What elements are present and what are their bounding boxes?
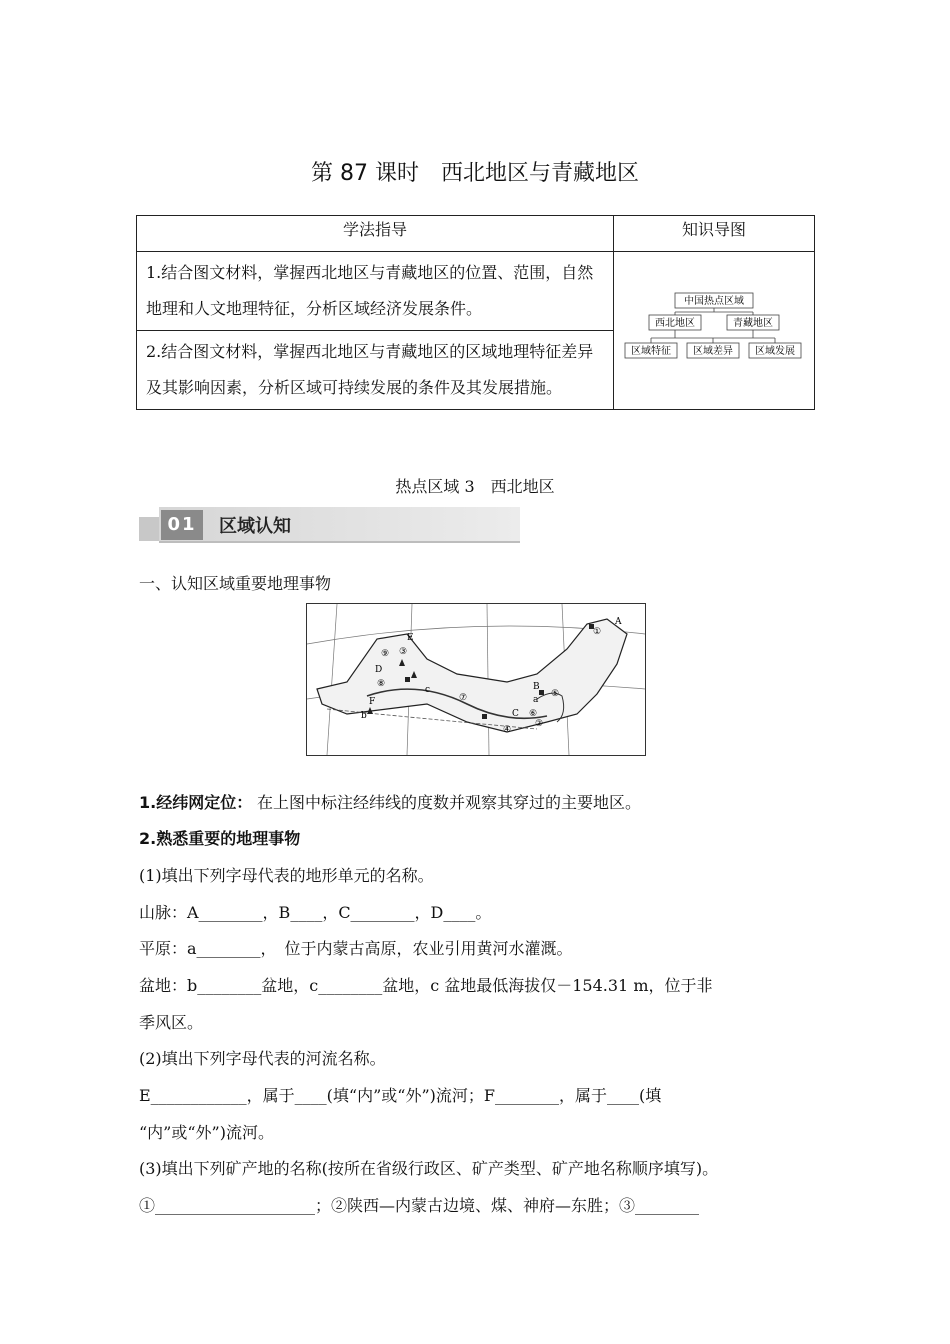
map-label-2: ② <box>535 719 544 729</box>
page-title: 第 87 课时 西北地区与青藏地区 <box>311 161 639 186</box>
guide-text-1: 1.结合图文材料，掌握西北地区与青藏地区的位置、范围，自然地理和人文地理特征，分析区域经济发展条件。 <box>146 263 594 318</box>
map-label-b-upper: B <box>533 682 540 692</box>
map-label-e-upper: E <box>407 633 414 643</box>
map-label-4: ④ <box>503 725 512 735</box>
guide-cell-2 <box>137 331 614 410</box>
map-label-c-upper: C <box>512 709 519 719</box>
banner-number: 01 <box>161 510 203 540</box>
item-p8: (2)填出下列字母代表的河流名称。 <box>139 1049 386 1068</box>
section-subheading: 热点区域 3 西北地区 <box>395 477 555 496</box>
mindmap-feature: 区域特征 <box>631 345 671 357</box>
col-header-map: 知识导图 <box>614 216 815 252</box>
map-label-c-lower: c <box>425 685 431 695</box>
item-p1-text: 在上图中标注经纬线的度数并观察其穿过的主要地区。 <box>257 793 642 812</box>
map-label-b-lower: b <box>361 711 367 721</box>
banner-label: 区域认知 <box>219 516 291 537</box>
map-label-1: ① <box>593 627 602 637</box>
item-p12: ①____________________；②陕西—内蒙古边境、煤、神府—东胜；③________ <box>139 1196 700 1215</box>
mindmap-northwest: 西北地区 <box>655 317 695 329</box>
guide-cell-1 <box>137 252 614 331</box>
item-p2: 2.熟悉重要的地理事物 <box>139 829 301 848</box>
map-label-3: ③ <box>399 647 408 657</box>
col-header-method: 学法指导 <box>137 216 614 252</box>
item-p6: 盆地：b________盆地，c________盆地，c 盆地最低海拔仅－154.31 m，位于非 <box>139 976 713 995</box>
map-label-6: ⑥ <box>529 709 538 719</box>
mindmap-cell <box>614 252 815 410</box>
item-p1-label: 1.经纬网定位： <box>139 793 253 812</box>
section-heading: 一、认知区域重要地理事物 <box>139 574 332 593</box>
mindmap-development: 区域发展 <box>755 345 795 357</box>
mindmap-qingzang: 青藏地区 <box>733 317 773 329</box>
item-p5: 平原：a________， 位于内蒙古高原，农业引用黄河水灌溉。 <box>139 939 573 958</box>
map-label-5: ⑤ <box>551 689 560 699</box>
knowledge-mindmap <box>615 291 813 371</box>
item-p4: 山脉：A________，B____，C________，D____。 <box>139 903 492 922</box>
item-p9: E____________，属于____(填“内”或“外”)流河；F________，属于____(填 <box>139 1086 662 1105</box>
map-label-d-upper: D <box>375 665 383 675</box>
map-label-a-upper: A <box>615 617 622 627</box>
map-label-9: ⑨ <box>381 649 390 659</box>
item-p7: 季风区。 <box>139 1013 204 1032</box>
item-p10: “内”或“外”)流河。 <box>139 1123 274 1142</box>
map-label-7: ⑦ <box>459 693 468 703</box>
northwest-map <box>306 603 646 756</box>
mindmap-root: 中国热点区域 <box>684 295 744 307</box>
item-p3: (1)填出下列字母代表的地形单元的名称。 <box>139 866 434 885</box>
map-label-a-lower: a <box>533 695 539 705</box>
mindmap-difference: 区域差异 <box>693 345 733 357</box>
section-banner <box>139 507 520 543</box>
item-p11: (3)填出下列矿产地的名称(按所在省级行政区、矿产类型、矿产地名称顺序填写)。 <box>139 1159 719 1178</box>
guide-table <box>136 215 815 410</box>
guide-text-2: 2.结合图文材料，掌握西北地区与青藏地区的区域地理特征差异及其影响因素，分析区域可持续发展的条件及其发展措施。 <box>146 342 594 397</box>
map-label-f-upper: F <box>369 697 376 707</box>
map-label-8: ⑧ <box>377 679 386 689</box>
